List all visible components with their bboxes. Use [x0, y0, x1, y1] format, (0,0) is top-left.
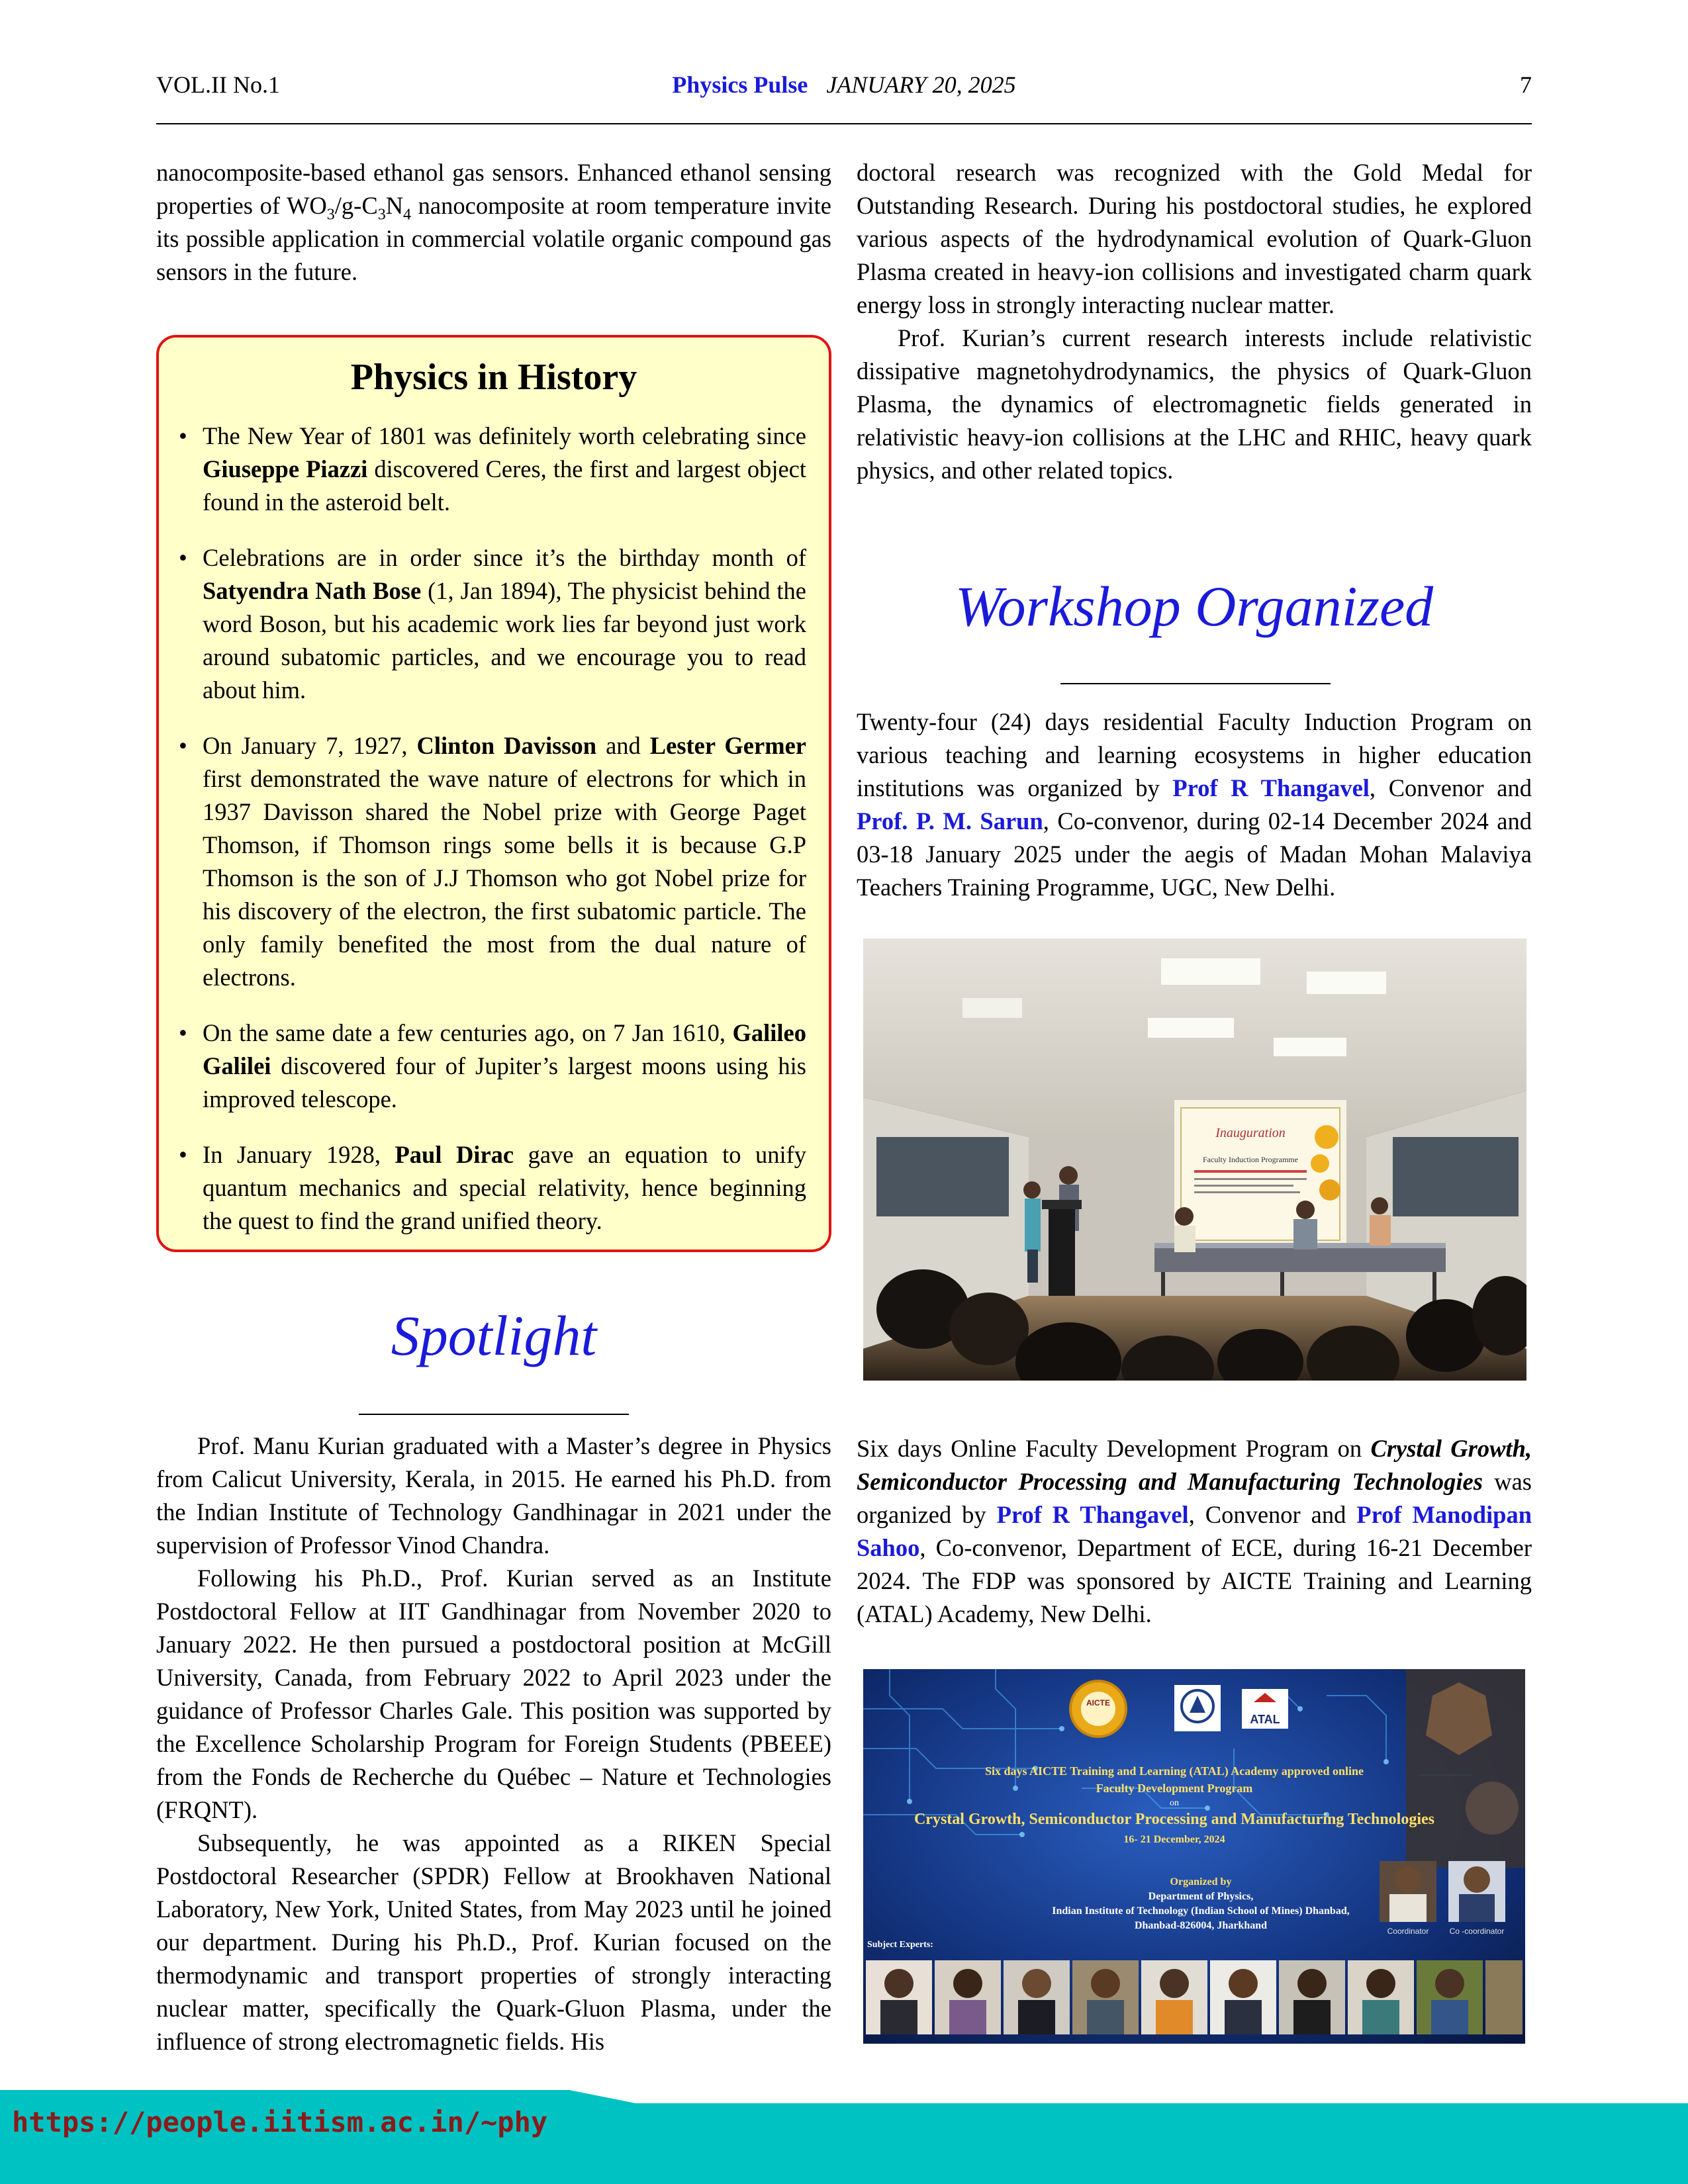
history-person: Paul Dirac [395, 1141, 514, 1168]
spotlight-body [156, 1430, 831, 2058]
footer-url-link[interactable]: https://people.iitism.ac.in/~phy [12, 2106, 548, 2138]
workshop-title: Workshop Organized [955, 574, 1434, 638]
co-convenor-name: Prof. P. M. Sarun [857, 807, 1043, 835]
history-text: In January 1928, [203, 1141, 395, 1168]
header-divider [156, 123, 1532, 124]
history-text: The New Year of 1801 was definitely worth celebrating since [203, 422, 806, 449]
history-person: Clinton Davisson [416, 732, 597, 759]
history-person: Lester Germer [649, 732, 807, 759]
poster-organized-by: Organized by [1170, 1876, 1232, 1888]
list-item [179, 541, 806, 707]
expert-photos [866, 1960, 1523, 2034]
subscript: 3 [326, 206, 335, 224]
spotlight-paragraph: Prof. Manu Kurian graduated with a Master’s degree in Physics from Calicut University, Kerala, in 2015. He earned his Ph.D. from the Indian Institute of Technology Gandhinagar in 2021 under the supervision of Professor Vinod Chandra. [156, 1432, 831, 1559]
list-item [179, 1017, 806, 1116]
bullet-icon: • [179, 1141, 187, 1168]
subscript: 4 [403, 206, 412, 224]
poster-addr: Dhanbad-826004, Jharkhand [1134, 1920, 1268, 1931]
poster-inst: Indian Institute of Technology (Indian School of Mines) Dhanbad, [1052, 1905, 1350, 1917]
volume-label: VOL.II No.1 [156, 71, 280, 98]
workshop-text: , Co-convenor, Department of ECE, during 16-21 December 2024. The FDP was sponsored by AICTE Training and Learning (ATAL) Academy, New Delhi. [857, 1534, 1532, 1627]
newsletter-title: Physics Pulse [672, 71, 808, 98]
bullet-icon: • [179, 422, 187, 449]
history-text: discovered Ceres, the first and largest object found in the asteroid belt. [203, 455, 806, 516]
history-title: Physics in History [350, 357, 637, 398]
co-convenor-name: Prof Manodipan Sahoo [857, 1501, 1532, 1561]
aicte-logo-text: AICTE [1086, 1698, 1110, 1707]
history-text: On the same date a few centuries ago, on 7 Jan 1610, [203, 1019, 733, 1046]
subscript: 3 [377, 206, 386, 224]
history-person: Giuseppe Piazzi [203, 455, 368, 482]
page-header [156, 65, 1532, 105]
history-person: Satyendra Nath Bose [203, 577, 422, 604]
convenor-name: Prof R Thangavel [1172, 774, 1370, 801]
history-list [179, 420, 807, 1260]
spotlight-divider [359, 1414, 629, 1415]
history-text: and [596, 732, 650, 759]
workshop-text: , Co-convenor, during 02-14 December 2024 and 03-18 January 2025 under the aegis of Madan Mohan Malaviya Teachers Training Programme, UGC, New Delhi. [857, 807, 1532, 901]
history-text: gave an equation to unify quantum mechanics and special relativity, hence beginning the quest to find the grand unified theory. [203, 1141, 806, 1234]
bullet-icon: • [179, 544, 187, 571]
workshop-text: , Convenor and [1369, 774, 1532, 801]
issue-date: JANUARY 20, 2025 [826, 71, 1016, 98]
intro-paragraph [156, 156, 831, 289]
intro-text-d: nanocomposite at room temperature invite its possible application in commercial volatile organic compound gas sensors in the future. [156, 192, 831, 285]
fdp-topic: Crystal Growth, Semiconductor Processing and Manufacturing Technologies [857, 1435, 1532, 1495]
poster-dates: 16- 21 December, 2024 [1123, 1834, 1225, 1845]
poster-dept: Department of Physics, [1148, 1891, 1254, 1902]
workshop-paragraph-1 [857, 705, 1532, 904]
history-text: On January 7, 1927, [203, 732, 417, 759]
workshop-text: was organized by [857, 1468, 1532, 1528]
banner-text: Inauguration [1215, 1126, 1286, 1140]
history-text: discovered four of Jupiter’s largest moons using his improved telescope. [203, 1052, 806, 1113]
page-number: 7 [1520, 71, 1532, 98]
workshop-divider [1060, 683, 1331, 684]
atal-logo-text: ATAL [1250, 1713, 1280, 1726]
list-item [179, 420, 806, 519]
workshop-text: Twenty-four (24) days residential Faculty Induction Program on various teaching and learning ecosystems in higher education institutions was organized by [857, 708, 1532, 801]
history-text: first demonstrated the wave nature of electrons for which in 1937 Davisson shared the Nobel prize with George Paget Thomson, if Thomson rings some bells it is because G.P Thomson is the son of J.J Thomson who got Nobel prize for his discovery of the electron, the first subatomic particle. The only family benefited the most from the dual nature of electrons. [203, 765, 806, 991]
spotlight-paragraph: Following his Ph.D., Prof. Kurian served as an Institute Postdoctoral Fellow at IIT Gandhinagar from November 2020 to January 2022. He then pursued a postdoctoral position at McGill University, Canada, from February 2022 to April 2023 under the guidance of Professor Charles Gale. This position was supported by the Excellence Scholarship Program for Foreign Students (PBEEE) from the Fonds de Recherche du Québec – Nature et Technologies (FRQNT). [156, 1565, 831, 1823]
list-item [179, 1138, 806, 1238]
poster-experts: Subject Experts: [867, 1940, 933, 1950]
bullet-icon: • [179, 732, 187, 759]
workshop-text: Six days Online Faculty Development Program on [857, 1435, 1371, 1462]
spotlight-paragraph: Prof. Kurian’s current research interests include relativistic dissipative magnetohydrodynamics, the physics of Quark-Gluon Plasma, the dynamics of electromagnetic fields generated in relativistic heavy-ion collisions at the LHC and RHIC, heavy quark physics, and other related topics. [857, 324, 1532, 484]
workshop-paragraph-2 [857, 1432, 1532, 1631]
masthead [156, 65, 1532, 105]
fdp-poster [863, 1669, 1525, 2044]
convenor-name: Prof R Thangavel [996, 1501, 1189, 1528]
history-person: Galileo Galilei [203, 1019, 806, 1079]
poster-cocoordinator: Co -coordinator [1449, 1927, 1505, 1936]
event-photo-illustration [863, 938, 1526, 1381]
history-text: Celebrations are in order since it’s the birthday month of [203, 544, 806, 571]
workshop-text: , Convenor and [1188, 1501, 1357, 1528]
inauguration-photo [863, 938, 1526, 1381]
fdp-poster-illustration [863, 1669, 1525, 2044]
poster-topic: Crystal Growth, Semiconductor Processing and Manufacturing Technologies [914, 1811, 1435, 1828]
spotlight-title: Spotlight [391, 1304, 597, 1367]
intro-text-a: nanocomposite-based ethanol gas sensors. Enhanced ethanol sensing properties of WO [156, 159, 831, 219]
poster-line1: Six days AICTE Training and Learning (ATAL) Academy approved online [985, 1764, 1364, 1778]
spotlight-paragraph: Subsequently, he was appointed as a RIKEN Special Postdoctoral Researcher (SPDR) Fellow at Brookhaven National Laboratory, New York, United States, from May 2023 until he joined our department. During his Ph.D., Prof. Kurian focused on the thermodynamic and transport properties of strongly interacting nuclear matter, specifically the Quark-Gluon Plasma, under the influence of strong electromagnetic fields. His [156, 1829, 831, 2055]
intro-text-b: /g-C [334, 192, 378, 219]
poster-coordinator: Coordinator [1387, 1927, 1429, 1936]
poster-on: on [1170, 1798, 1179, 1808]
intro-text-c: N [385, 192, 404, 219]
spotlight-continued [857, 156, 1532, 487]
spotlight-paragraph: doctoral research was recognized with the Gold Medal for Outstanding Research. During his postdoctoral studies, he explored various aspects of the hydrodynamical evolution of Quark-Gluon Plasma created in heavy-ion collisions and investigated charm quark energy loss in strongly interacting nuclear matter. [857, 159, 1532, 318]
history-text: (1, Jan 1894), The physicist behind the word Boson, but his academic work lies far beyond just work around subatomic particles, and we encourage you to read about him. [203, 577, 806, 704]
list-item [179, 729, 807, 994]
bullet-icon: • [179, 1019, 187, 1046]
banner-text: Faculty Induction Programme [1203, 1155, 1298, 1164]
physics-in-history-box [156, 335, 831, 1252]
poster-line2: Faculty Development Program [1096, 1782, 1253, 1795]
